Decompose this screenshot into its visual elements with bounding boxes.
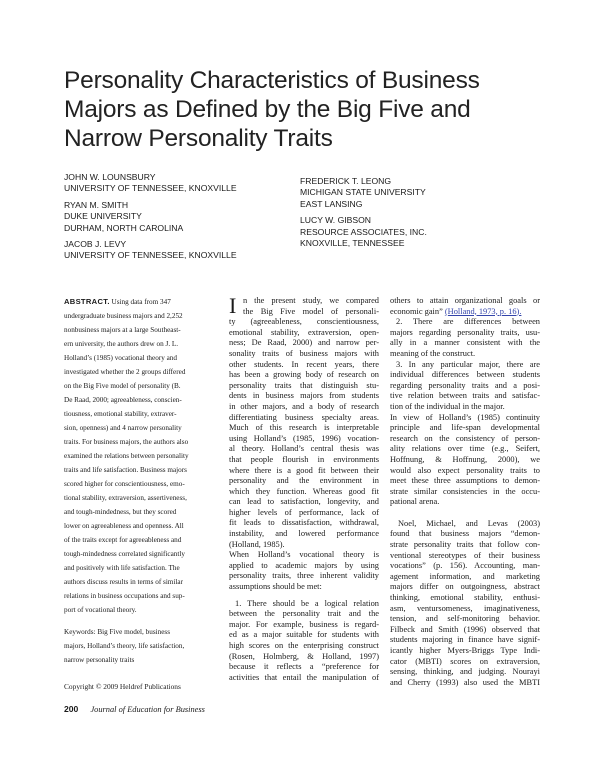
author-list-right: [300, 176, 550, 254]
body-line: where there is a good fit between their: [229, 465, 379, 475]
body-line: icantly higher Myers-Briggs Type Indi-: [390, 646, 540, 655]
body-line: principle and life-span developmental: [390, 423, 540, 433]
body-line: vocations” (p. 156). Accounting, man-: [390, 561, 540, 571]
body-line: strate similar consistencies in the occu-: [390, 486, 540, 496]
citation-link[interactable]: (Holland, 1973, p. 16).: [444, 306, 522, 316]
body-line: (Holland, 1985).: [229, 539, 285, 549]
body-line: 2. There are differences between: [396, 317, 540, 327]
body-line: [390, 307, 540, 318]
body-line: personality traits, three inherent validity: [229, 571, 379, 581]
body-line: and Cherry (1993) also used the MBTI: [390, 677, 540, 687]
body-line: ventional stereotypes of their business: [390, 550, 540, 560]
abstract-line: [64, 295, 214, 309]
body-line: regarding personality traits and a posi-: [390, 380, 540, 390]
author-name: JOHN W. LOUNSBURY: [64, 172, 156, 182]
body-line: found that business majors “demon-: [390, 529, 540, 539]
keywords-line: Keywords: Big Five model, business: [64, 628, 171, 636]
body-line: the Big Five model of personali-: [243, 306, 379, 316]
body-line: applied to academic majors by using: [229, 560, 379, 570]
body-line: others to attain organizational goals or: [390, 296, 540, 305]
body-line: (Rosen, Holmberg, & Holland, 1997): [229, 651, 379, 661]
author-name: RYAN M. SMITH: [64, 199, 129, 210]
body-line: Much of this research is interpretable: [229, 423, 379, 433]
keywords: [64, 625, 214, 667]
body-line: tive relation between traits and satisfac-: [390, 391, 540, 401]
body-column-middle: [229, 293, 379, 683]
body-line: that people flourish in environments: [229, 454, 379, 464]
body-line: in other majors, and a body of research: [229, 401, 379, 411]
abstract-line: investigated whether the 2 groups differed: [64, 368, 186, 376]
body-line: majors regarding personality traits, usu-: [390, 327, 540, 337]
body-line: In view of Holland’s (1985) continuity: [390, 412, 540, 422]
abstract-line: on the Big Five model of personality (B.: [64, 382, 181, 390]
author-name: LUCY W. GIBSON: [300, 215, 371, 226]
body-line: can lead to satisfaction, longevity, and: [229, 497, 379, 507]
author-name: JACOB J. LEVY: [64, 239, 127, 250]
body-line: would also expect personality traits to: [390, 465, 540, 475]
body-line: asm, ventursomeness, imaginativeness,: [390, 603, 540, 613]
abstract-line: examined the relations between personality: [64, 452, 189, 460]
body-line: because it reflects a “preference for: [229, 662, 379, 672]
author-list-left: [64, 172, 304, 267]
author-affiliation: UNIVERSITY OF TENNESSEE, KNOXVILLE: [64, 183, 237, 194]
body-column-right: [390, 296, 540, 688]
abstract-line: and positively with life satisfaction. The: [64, 564, 180, 572]
author-affiliation: UNIVERSITY OF TENNESSEE, KNOXVILLE: [64, 250, 237, 261]
body-line: thinking, emotional stability, enthusi-: [390, 593, 540, 603]
body-line: majors differ on outgoingness, abstract: [390, 582, 540, 592]
body-line: personality and the environment in: [229, 476, 379, 486]
body-line: between the personality trait and the: [229, 609, 379, 619]
abstract-line: lower on agreeableness and openness. All: [64, 522, 184, 530]
abstract: [64, 295, 214, 617]
title-line: Majors as Defined by the Big Five and: [64, 96, 471, 123]
body-line: students majoring in finance have signif-: [390, 635, 540, 645]
abstract-text: Using data from 347: [109, 298, 171, 306]
body-line: ness; De Raad, 2000) and narrow per-: [229, 338, 379, 348]
author-block: [64, 172, 304, 195]
body-line: n the present study, we compared: [243, 296, 379, 305]
body-line: instability, and lowered performance: [229, 529, 379, 539]
author-block: [300, 215, 550, 249]
body-line: high scores on the enterprising construct: [229, 641, 379, 650]
body-line: emotional stability, extraversion, open-: [229, 327, 379, 337]
abstract-line: and tough-mindedness, but they scored: [64, 508, 177, 516]
body-line: Noel, Michael, and Levas (2003): [398, 518, 540, 528]
body-line: higher levels of performance, lack of: [229, 507, 379, 517]
author-affiliation: MICHIGAN STATE UNIVERSITY: [300, 187, 426, 198]
drop-cap: I: [229, 293, 237, 318]
body-line: meet these three assumptions to demon-: [390, 476, 540, 486]
abstract-label: ABSTRACT.: [64, 297, 110, 306]
abstract-line: ern university, the authors drew on J. L.: [64, 340, 179, 348]
abstract-line: tough-mindedness correlated significantly: [64, 550, 185, 558]
keywords-line: majors, Holland’s theory, life satisfaction,: [64, 642, 185, 650]
body-text: economic gain”: [390, 306, 445, 316]
journal-name: Journal of Education for Business: [90, 705, 205, 714]
abstract-line: tiousness, emotional stability, extraver-: [64, 410, 177, 418]
author-affiliation: RESOURCE ASSOCIATES, INC.: [300, 226, 427, 237]
body-line: other students. In recent years, there: [229, 359, 379, 369]
title-line: Personality Characteristics of Business: [64, 67, 480, 94]
body-line: pational arena.: [390, 497, 440, 507]
author-block: [64, 200, 304, 234]
body-line: activities that entail the manipulation of: [229, 672, 379, 682]
abstract-line: undergraduate business majors and 2,252: [64, 312, 183, 320]
author-block: [64, 239, 304, 262]
author-location: DURHAM, NORTH CAROLINA: [64, 222, 184, 233]
body-line: 1. There should be a logical relation: [235, 598, 379, 608]
body-line: research on the consistency of person-: [390, 433, 540, 443]
body-line: individual differences between students: [390, 370, 540, 380]
page-number: 200: [64, 704, 79, 714]
body-line: 3. In any particular major, there are: [396, 359, 540, 369]
body-line: personality traits that distinguish stu-: [229, 380, 379, 390]
paragraph-gap: [390, 508, 540, 519]
body-line: dents in business majors from students: [229, 391, 379, 401]
body-line: ally in a manner consistent with the: [390, 338, 540, 348]
abstract-line: traits. For business majors, the authors also: [64, 438, 189, 446]
body-line: sonality traits of business majors with: [229, 348, 379, 358]
body-line: differentiating business specialty areas.: [229, 412, 379, 422]
author-location: KNOXVILLE, TENNESSEE: [300, 238, 405, 249]
body-line: sensing, thinking, and judging. Nourayi: [390, 667, 540, 677]
body-line: major. For example, business is regard-: [229, 619, 379, 629]
copyright-notice: Copyright © 2009 Heldref Publications: [64, 682, 181, 691]
abstract-line: sion, openness) and 4 narrow personality: [64, 424, 182, 432]
body-line: fit leads to dissatisfaction, withdrawal,: [229, 518, 379, 528]
abstract-line: traits and life satisfaction. Business majors: [64, 466, 187, 474]
author-name: FREDERICK T. LEONG: [300, 176, 392, 186]
abstract-line: nonbusiness majors at a large Southeast-: [64, 326, 181, 334]
keywords-line: narrow personality traits: [64, 656, 135, 664]
abstract-line: tional stability, extraversion, assertiveness,: [64, 494, 187, 502]
body-line: ality relations over time (e.g., Seifert,: [390, 444, 540, 454]
body-line: cator (MBTI) scores on extraversion,: [390, 656, 540, 666]
body-line: assumptions should be met:: [229, 582, 322, 592]
abstract-line: De Raad, 2000; agreeableness, conscien-: [64, 396, 182, 404]
body-line: tension, and self-monitoring behavior.: [390, 614, 540, 624]
abstract-line: relations in business occupations and sup-: [64, 592, 185, 600]
title-line: Narrow Personality Traits: [64, 125, 333, 152]
body-line: al theory. Holland’s central thesis was: [229, 444, 379, 454]
page-footer: [64, 704, 205, 714]
body-line: has been a growing body of research on: [229, 370, 379, 380]
body-line: agement information, and marketing: [390, 571, 540, 581]
article-title: [64, 66, 564, 153]
abstract-line: authors discuss results in terms of similar: [64, 578, 183, 586]
body-line: ty (agreeableness, conscientiousness,: [229, 317, 379, 327]
body-line: When Holland’s vocational theory is: [229, 550, 379, 560]
body-line: Filbeck and Smith (1996) observed that: [390, 624, 540, 634]
body-line: strate personality traits that follow con-: [390, 540, 540, 550]
abstract-line: port of vocational theory.: [64, 606, 137, 614]
body-line: which they function. Whereas good fit: [229, 486, 379, 496]
author-location: EAST LANSING: [300, 198, 363, 209]
author-block: [300, 176, 550, 210]
author-affiliation: DUKE UNIVERSITY: [64, 211, 142, 222]
body-line: tion of the individual in the major.: [390, 401, 505, 411]
body-line: meaning of the construct.: [390, 348, 476, 358]
abstract-line: of the traits except for agreeableness and: [64, 536, 182, 544]
abstract-line: Holland’s (1985) vocational theory and: [64, 354, 177, 362]
abstract-line: scored higher for conscientiousness, emo-: [64, 480, 185, 488]
body-line: using Holland’s (1985, 1996) vocation-: [229, 433, 379, 443]
body-line: ed as a major suitable for students with: [229, 630, 379, 640]
body-line: Hoffnung, & Hoffnung, 2000), we: [390, 454, 540, 464]
